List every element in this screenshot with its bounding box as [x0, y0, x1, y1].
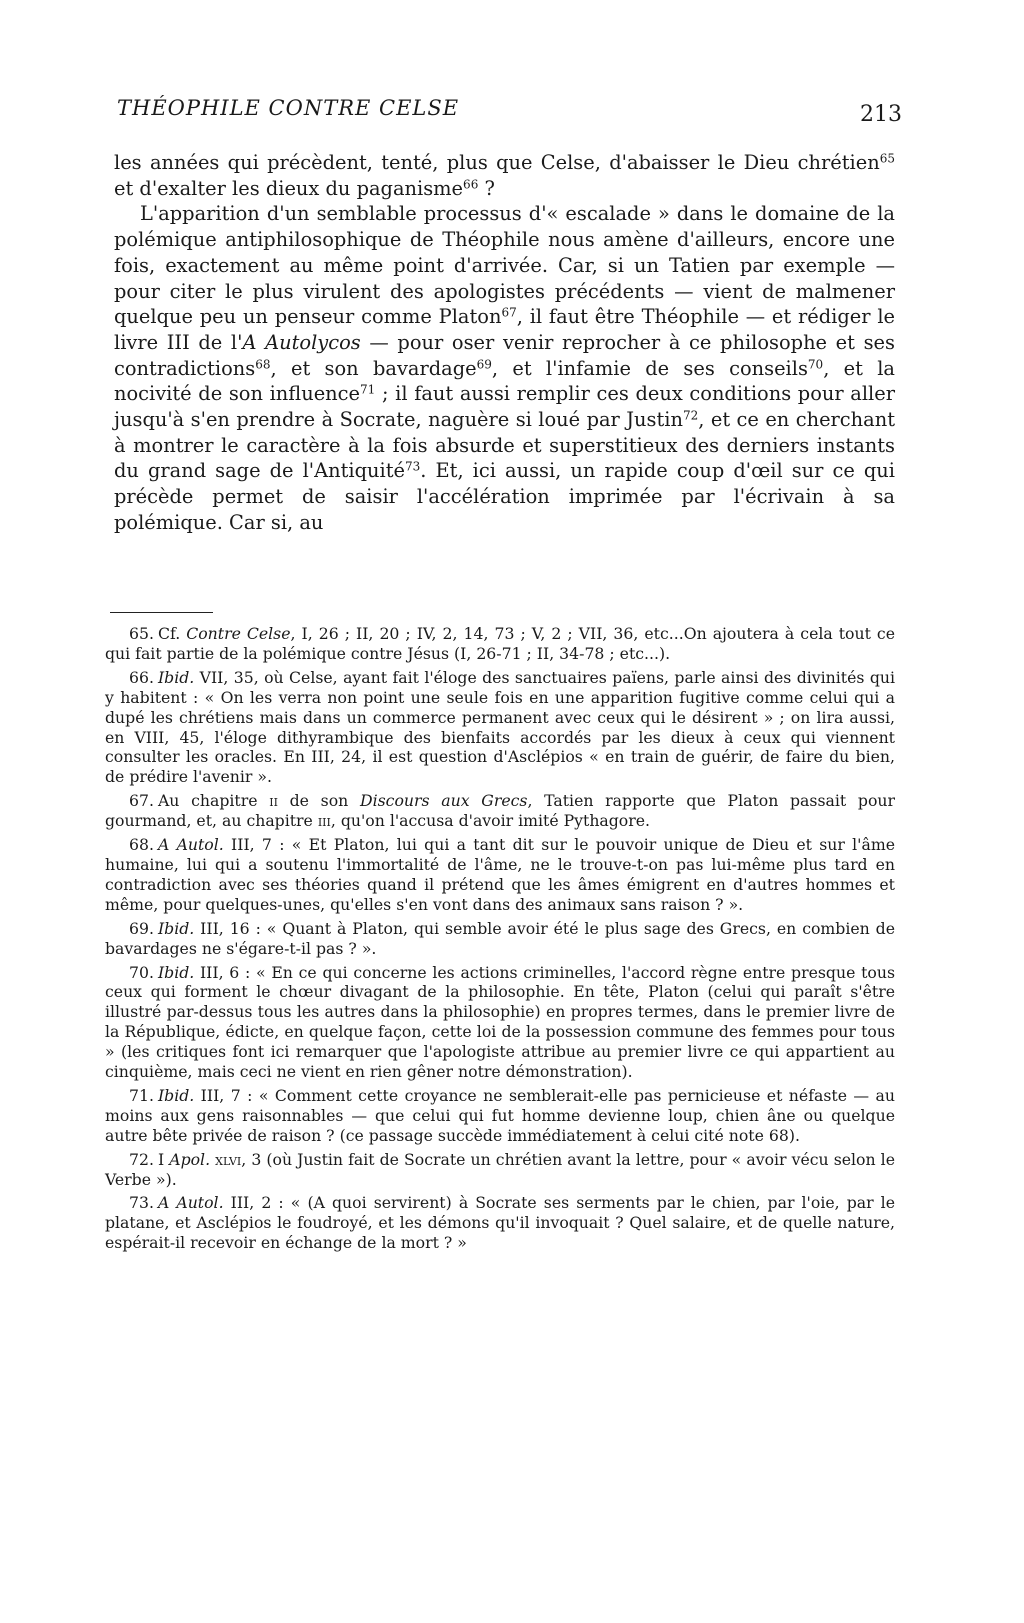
footnote-separator [110, 612, 213, 613]
footnote-ref-71: 71 [360, 382, 376, 397]
footnote-ref-65: 65 [879, 151, 895, 166]
text-run: , et son bavardage [270, 356, 477, 380]
footnote-number: 73. [129, 1193, 154, 1213]
footnote-ref-68: 68 [255, 357, 271, 372]
work-title: Discours aux Grecs [360, 791, 528, 811]
footnote-number: 65. [129, 624, 154, 643]
abbreviation: Ibid. [157, 918, 195, 938]
footnote-number: 70. [129, 962, 154, 982]
text-run: III, 2 : « (A quoi servirent) à Socrate ses serments par le chien, par l'oie, par le platane, et Asclépios le foudroyé, et les démons qu'il invoquait ? Quel salaire, et de quelle nature, espérait-il recevoir en échange de la mort ? » [105, 1193, 895, 1253]
abbreviation: Apol. [169, 1149, 211, 1169]
text-run: , 3 (où Justin fait de Socrate un chrétien avant la lettre, pour « avoir vécu selon le Verbe »). [105, 1149, 895, 1189]
abbreviation: Ibid. [157, 667, 195, 687]
footnote-72 [105, 1150, 895, 1190]
footnote-number: 68. [129, 835, 154, 855]
text-run: III, 16 : « Quant à Platon, qui semble avoir été le plus sage des Grecs, en combien de bavardages ne s'égare-t-il pas ? ». [105, 918, 895, 958]
footnote-68 [105, 835, 895, 915]
text-run: les années qui précèdent, tenté, plus que Celse, d'abaisser le Dieu chrétien [114, 151, 880, 174]
work-title: Contre Celse [186, 624, 291, 643]
footnote-ref-70: 70 [807, 357, 824, 372]
footnote-number: 72. [129, 1149, 154, 1169]
roman-numeral: ii [269, 791, 278, 811]
text-run: III, 7 : « Comment cette croyance ne semblerait-elle pas pernicieuse et néfaste — au moins aux gens raisonnables — que celui qui fut homme devienne loup, chien âne ou quelque autre bête privée de raison ? (ce passage succède immédiatement à celui cité note 68). [105, 1085, 895, 1145]
footnote-65 [105, 624, 895, 664]
footnote-ref-69: 69 [476, 357, 492, 372]
text-run: , I, 26 ; II, 20 ; IV, 2, 14, 73 ; V, 2 ; VII, 36, etc...On ajoutera à cela tout ce qui fait partie de la polémique contre Jésus (I, 26-71 ; II, 34-78 ; etc...). [105, 624, 896, 663]
paragraph-1 [114, 150, 895, 201]
footnote-number: 69. [129, 918, 154, 938]
text-run: et d'exalter les dieux du paganisme [114, 176, 464, 200]
footnotes [105, 624, 895, 1257]
footnote-number: 71. [129, 1085, 154, 1105]
text-run: , qu'on l'accusa d'avoir imité Pythagore. [330, 811, 651, 831]
footnote-71 [105, 1086, 895, 1146]
footnote-ref-67: 67 [501, 305, 517, 320]
text-run: , il faut être Théophile — et rédiger le livre III de l' [114, 305, 896, 354]
roman-numeral: xlvi [215, 1149, 242, 1169]
text-run: L'apparition d'un semblable processus d'« escalade » dans le domaine de la polémique antiphilosophique de Théophile nous amène d'ailleurs, encore une fois, exactement au même point d'arrivée. Car, si un Tatien par exemple — pour citer le plus virulent des apologistes précédents — vient de malmener quelque peu un penseur comme Platon [114, 202, 895, 329]
text-run: I [157, 1149, 170, 1169]
abbreviation: A Autol. [157, 835, 224, 855]
footnote-67 [105, 791, 895, 831]
work-title: A Autolycos [242, 330, 361, 354]
text-run: , Tatien rapporte que Platon passait pour gourmand, et, au chapitre [105, 791, 895, 831]
footnote-73 [105, 1193, 895, 1253]
abbreviation: Ibid. [157, 1085, 195, 1105]
abbreviation: Ibid. [157, 962, 195, 982]
text-run: . Et, ici aussi, un rapide coup d'œil sur ce qui précède permet de saisir l'accélération imprimée par l'écrivain à sa polémique. Car si, au [114, 459, 895, 534]
running-title: THÉOPHILE CONTRE CELSE [117, 96, 460, 120]
page-number: 213 [860, 102, 902, 127]
text-run: ; il faut aussi remplir ces deux conditions pour aller jusqu'à s'en prendre à Socrate, naguère si loué par Justin [114, 382, 895, 432]
footnote-number: 67. [129, 791, 154, 811]
abbreviation: A Autol. [157, 1193, 224, 1213]
footnote-ref-66: 66 [463, 177, 479, 192]
footnote-number: 66. [129, 667, 154, 687]
text-run: de son [277, 791, 361, 811]
roman-numeral: iii [317, 811, 331, 831]
footnote-66 [105, 668, 895, 787]
footnote-ref-73: 73 [404, 459, 421, 474]
text-run: — pour oser venir reprocher à ce philosophe et ses contradictions [114, 330, 895, 380]
paragraph-2 [114, 201, 895, 535]
text-run: , et ce en cherchant à montrer le caractère à la fois absurde et superstitieux des derniers instants du grand sage de l'Antiquité [114, 408, 895, 483]
text-run: ? [478, 176, 495, 200]
text-run: Au chapitre [157, 791, 270, 811]
text-run: VII, 35, où Celse, ayant fait l'éloge des sanctuaires païens, parle ainsi des divinités qui y habitent : « On les verra non point une seule fois en une apparition fugitive comme celui qui a dupé les chrétiens mais dans un commerce permanent avec ceux qui le désirent » ; on lira aussi, en VIII, 45, l'éloge dithyrambique des bienfaits accordés par les dieux à ceux qui viennent consulter les oracles. En III, 24, il est question d'Asclépios « en train de guérir, de faire du bien, de prédire l'avenir ». [105, 667, 895, 787]
footnote-ref-72: 72 [682, 408, 699, 423]
text-run: , et l'infamie de ses conseils [491, 356, 808, 380]
text-run: , et la nocivité de son influence [114, 356, 895, 406]
text-run: Cf. [157, 624, 187, 643]
text-run: III, 7 : « Et Platon, lui qui a tant dit sur le pouvoir unique de Dieu et sur l'âme humaine, lui qui a soutenu l'immortalité de l'âme, ne le trouve-t-on pas lui-même plus tard en contradiction avec ses théories quand il prétend que les âmes émigrent en d'autres hommes et même, pour quelques-unes, qu'elles s'en vont dans des animaux sans raison ? ». [105, 835, 895, 914]
footnote-70 [105, 963, 895, 1082]
main-text [114, 150, 895, 536]
footnote-69 [105, 919, 895, 959]
text-run: III, 6 : « En ce qui concerne les actions criminelles, l'accord règne entre presque tous ceux qui forment le chœur divagant de la philosophie. En tête, Platon (celui qui paraît s'être illustré par-dessus tous les autres dans la philosophie) en propres termes, dans le premier livre de la République, édicte, en quelque façon, cette loi de la possession commune des femmes pour tous » (les critiques font ici remarquer que l'apologiste attribue au premier livre ce qui appartient au cinquième, mais ceci ne vient en rien gêner notre démonstration). [105, 962, 895, 1082]
